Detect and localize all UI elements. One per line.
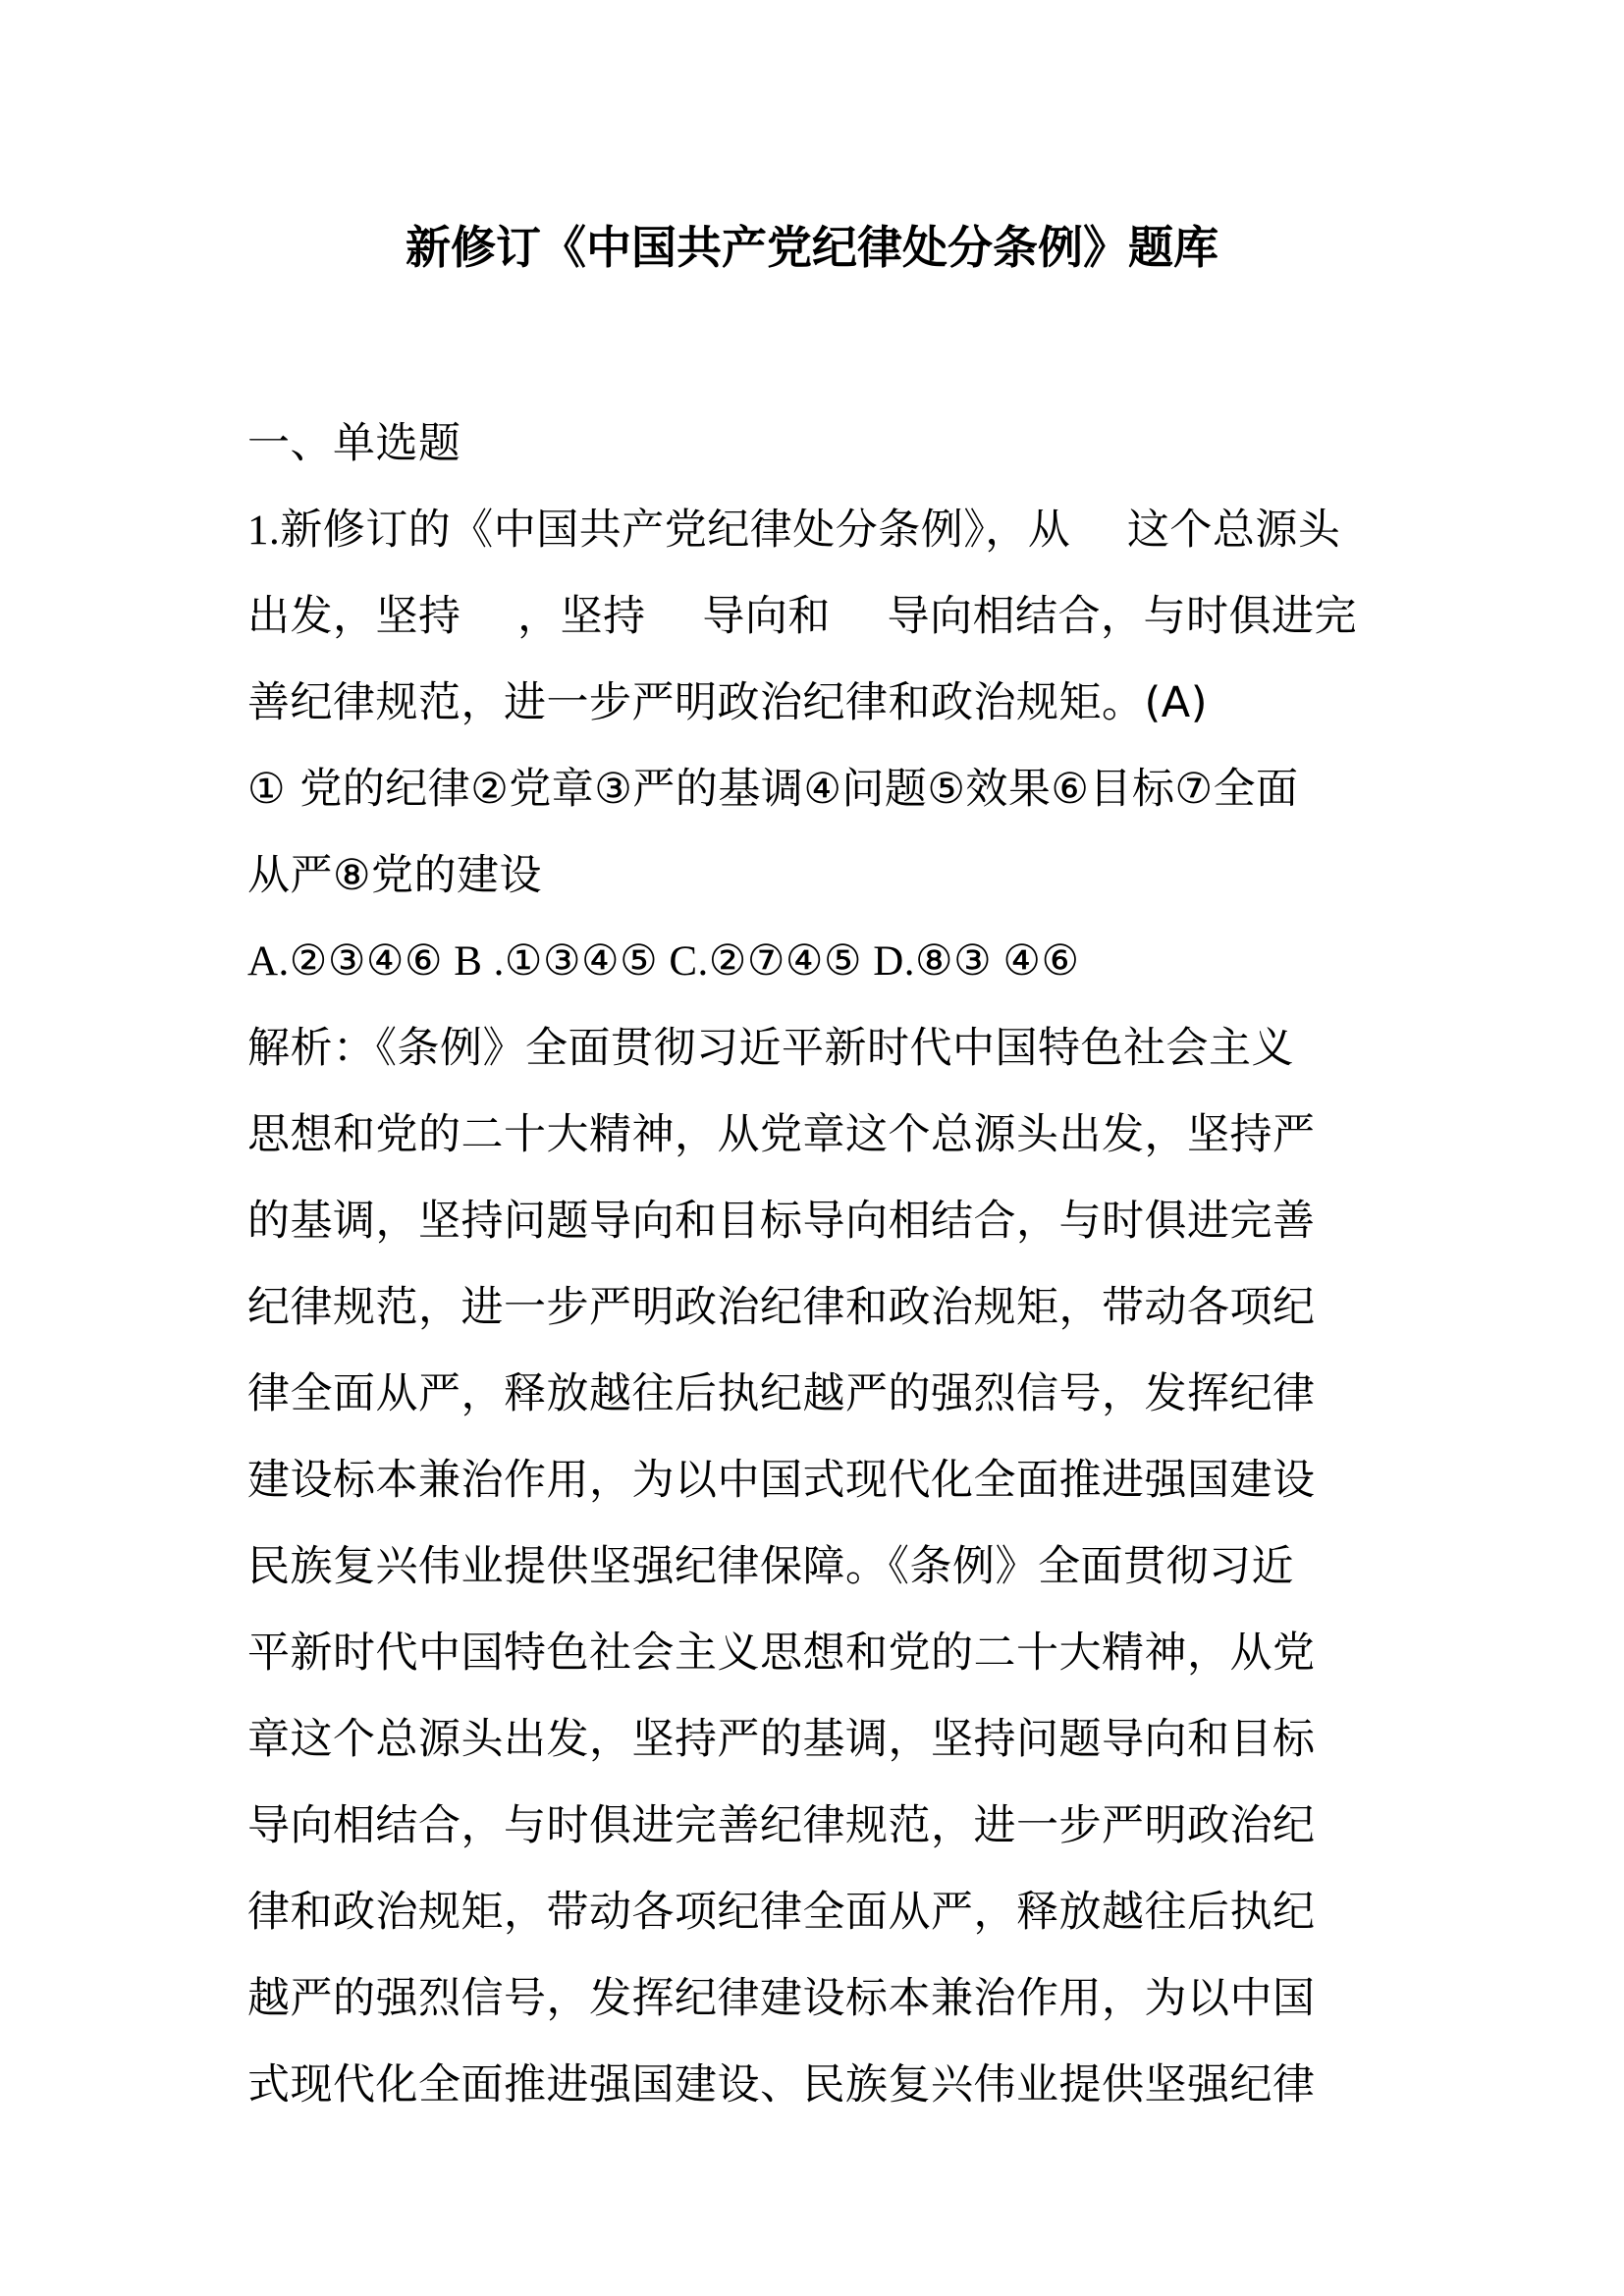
analysis-line-3: 的基调，坚持问题导向和目标导向相结合，与时俱进完善: [247, 1197, 1316, 1246]
analysis-line-8: 平新时代中国特色社会主义思想和党的二十大精神，从党: [247, 1629, 1316, 1678]
analysis-line-13: 式现代化全面推进强国建设、民族复兴伟业提供坚强纪律: [247, 2060, 1316, 2109]
answer-options: A.②③④⑥ B .①③④⑤ C.②⑦④⑤ D.⑧③ ④⑥: [247, 938, 1080, 985]
stem-items-line-1: ① 党的纪律②党章③严的基调④问题⑤效果⑥目标⑦全面: [247, 765, 1299, 814]
analysis-line-2: 思想和党的二十大精神，从党章这个总源头出发，坚持严: [247, 1110, 1316, 1159]
question-line-1: [247, 487, 1384, 573]
analysis-line-6: 建设标本兼治作用，为以中国式现代化全面推进强国建设: [247, 1456, 1316, 1505]
analysis-line-12: 越严的强烈信号，发挥纪律建设标本兼治作用，为以中国: [247, 1974, 1316, 2023]
analysis-line-9: 章这个总源头出发，坚持严的基调，坚持问题导向和目标: [247, 1715, 1316, 1764]
analysis-line-5: 律全面从严，释放越往后执纪越严的强烈信号，发挥纪律: [247, 1369, 1316, 1418]
analysis-line-11: 律和政治规矩，带动各项纪律全面从严，释放越往后执纪: [247, 1888, 1316, 1937]
stem-items-line-2: 从严⑧党的建设: [247, 851, 543, 900]
analysis-line-10: 导向相结合，与时俱进完善纪律规范，进一步严明政治纪: [247, 1801, 1316, 1850]
question-text-1: 新修订的《中国共产党纪律处分条例》，从 这个总源头: [280, 506, 1341, 555]
analysis-line-1: 解析：《条例》全面贯彻习近平新时代中国特色社会主义: [247, 1024, 1294, 1073]
question-number: 1.: [247, 507, 281, 554]
analysis-line-4: 纪律规范，进一步严明政治纪律和政治规矩，带动各项纪: [247, 1283, 1316, 1332]
document-title: 新修订《中国共产党纪律处分条例》题库: [406, 221, 1218, 274]
document-body: [247, 400, 1384, 2128]
analysis-line-7: 民族复兴伟业提供坚强纪律保障。《条例》全面贯彻习近: [247, 1542, 1294, 1591]
section-heading: 一、单选题: [247, 419, 461, 468]
question-line-2: 出发，坚持 ，坚持 导向和 导向相结合，与时俱进完: [247, 592, 1358, 641]
question-line-3: 善纪律规范，进一步严明政治纪律和政治规矩。(A): [247, 678, 1208, 727]
